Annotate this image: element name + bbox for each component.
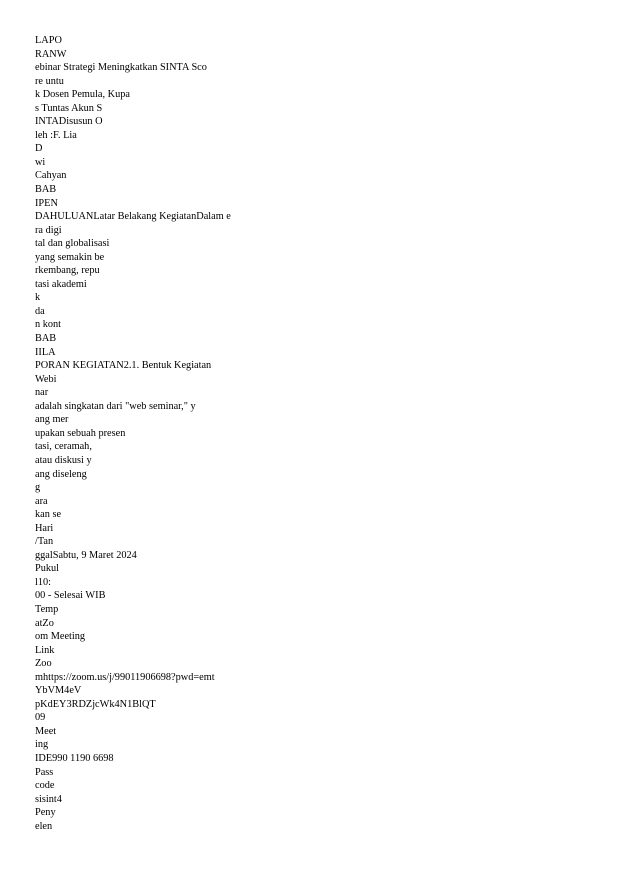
text-line: nar bbox=[35, 387, 49, 399]
text-line: 09 bbox=[35, 712, 46, 724]
text-line: wi bbox=[35, 156, 46, 168]
text-line: g bbox=[35, 482, 41, 494]
text-line: atZo bbox=[35, 617, 54, 629]
text-line: atau diskusi y bbox=[35, 454, 92, 466]
text-line: mhttps://zoom.us/j/99011906698?pwd=emt bbox=[35, 671, 215, 683]
text-line: ggalSabtu, 9 Maret 2024 bbox=[35, 549, 137, 561]
text-line: RANW bbox=[35, 48, 67, 60]
text-line: /Tan bbox=[35, 536, 54, 548]
text-line: elen bbox=[35, 820, 53, 832]
text-line: Zoo bbox=[35, 658, 52, 670]
text-line: n kont bbox=[35, 319, 62, 331]
text-line: BAB bbox=[35, 333, 57, 345]
text-line: da bbox=[35, 305, 45, 317]
text-line: Meet bbox=[35, 725, 57, 737]
text-line: k bbox=[35, 292, 41, 304]
document-text bbox=[35, 34, 595, 833]
text-line: upakan sebuah presen bbox=[35, 427, 126, 439]
text-line: ebinar Strategi Meningkatkan SINTA Sco bbox=[35, 62, 207, 74]
text-line: Temp bbox=[35, 603, 59, 615]
text-line: ang diseleng bbox=[35, 468, 87, 480]
text-line: tasi, ceramah, bbox=[35, 441, 92, 453]
text-line: DAHULUANLatar Belakang KegiatanDalam e bbox=[35, 211, 231, 223]
text-line: om Meeting bbox=[35, 631, 86, 643]
text-line: Peny bbox=[35, 807, 56, 819]
text-line: Hari bbox=[35, 522, 54, 534]
text-line: ang mer bbox=[35, 414, 69, 426]
text-line: tal dan globalisasi bbox=[35, 238, 110, 250]
text-line: D bbox=[35, 143, 43, 155]
text-line: re untu bbox=[35, 75, 64, 87]
text-line: kan se bbox=[35, 509, 62, 521]
text-line: sisint4 bbox=[35, 793, 62, 805]
text-line: leh :F. Lia bbox=[35, 129, 77, 141]
text-line: Webi bbox=[35, 373, 57, 385]
text-line: INTADisusun O bbox=[35, 116, 103, 128]
text-line: Pukul bbox=[35, 563, 60, 575]
text-line: Cahyan bbox=[35, 170, 67, 182]
text-line: 00 - Selesai WIB bbox=[35, 590, 106, 602]
text-line: IILA bbox=[35, 346, 56, 358]
text-line: adalah singkatan dari "web seminar," y bbox=[35, 400, 196, 412]
text-line: ara bbox=[35, 495, 48, 507]
text-line: tasi akademi bbox=[35, 278, 87, 290]
text-line: ing bbox=[35, 739, 49, 751]
text-line: Pass bbox=[35, 766, 54, 778]
text-line: code bbox=[35, 780, 55, 792]
text-line: BAB bbox=[35, 184, 57, 196]
text-line: pKdEY3RDZjcWk4N1BlQT bbox=[35, 698, 156, 710]
text-line: rkembang, repu bbox=[35, 265, 100, 277]
text-line: yang semakin be bbox=[35, 251, 105, 263]
text-line: IPEN bbox=[35, 197, 58, 209]
text-line: IDE990 1190 6698 bbox=[35, 752, 114, 764]
text-line: s Tuntas Akun S bbox=[35, 102, 103, 114]
text-line: LAPO bbox=[35, 35, 62, 46]
text-line: ra digi bbox=[35, 224, 62, 236]
text-line: l10: bbox=[35, 576, 52, 588]
text-line: PORAN KEGIATAN2.1. Bentuk Kegiatan bbox=[35, 360, 212, 372]
text-line: YbVM4eV bbox=[35, 685, 82, 697]
text-line: Link bbox=[35, 644, 55, 656]
text-line: k Dosen Pemula, Kupa bbox=[35, 89, 130, 101]
